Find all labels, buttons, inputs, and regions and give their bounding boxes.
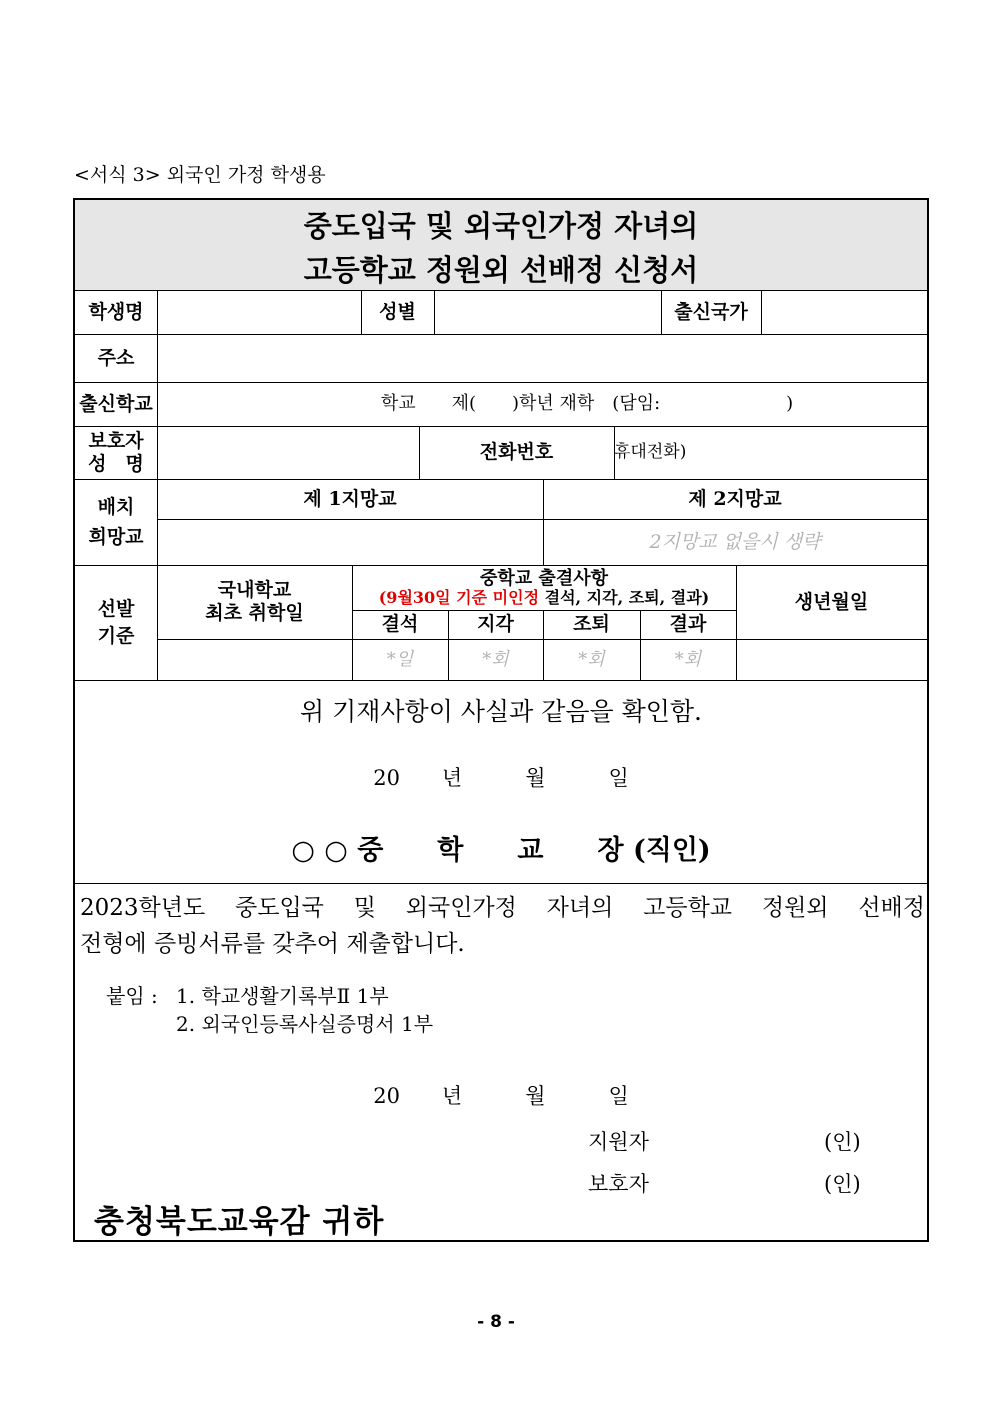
title-line-2: 고등학교 정원외 선배정 신청서 xyxy=(303,253,699,287)
first-school-line1: 국내학교 xyxy=(217,579,292,602)
applicant-label: 지원자 xyxy=(588,1130,649,1154)
criteria-label-line2: 기준 xyxy=(97,624,135,647)
attendance-note-red: (9월30일 기준 미인정 xyxy=(378,587,540,607)
first-choice-field[interactable] xyxy=(157,519,543,565)
attachment-2: 2. 외국인등록사실증명서 1부 xyxy=(176,1012,434,1036)
second-choice-hint[interactable]: 2지망교 없을시 생략 xyxy=(649,530,821,553)
first-school-date-field[interactable] xyxy=(157,639,352,680)
confirm-date: 20 년 월 일 xyxy=(373,766,629,791)
page-number: - 8 - xyxy=(477,1312,515,1332)
attendance-header xyxy=(352,565,736,610)
absence-field[interactable]: *일 xyxy=(386,648,414,670)
student-name-field[interactable] xyxy=(157,291,361,334)
applicant-seal[interactable]: (인) xyxy=(824,1130,861,1154)
guardian-label-line1: 보호자 xyxy=(88,429,144,452)
application-date: 20 년 월 일 xyxy=(373,1084,629,1109)
country-field[interactable] xyxy=(761,291,927,334)
address-label: 주소 xyxy=(97,346,135,369)
missed-class-field[interactable]: *회 xyxy=(674,648,702,670)
first-school-date-label xyxy=(157,565,352,639)
first-school-line2: 최초 취학일 xyxy=(205,602,304,624)
tardy-label: 지각 xyxy=(477,613,514,636)
birth-date-label: 생년월일 xyxy=(794,590,869,613)
attendance-note xyxy=(379,589,710,607)
student-name-label: 학생명 xyxy=(88,301,144,324)
attachment-1: 1. 학교생활기록부Ⅱ 1부 xyxy=(176,984,389,1008)
first-choice-label: 제 1지망교 xyxy=(303,487,397,510)
school-field[interactable]: 학교 제( )학년 재학 (담임: ) xyxy=(380,393,794,415)
application-body-line1: 2023학년도 중도입국 및 외국인가정 자녀의 고등학교 정원외 선배정 xyxy=(80,895,925,921)
second-choice-label: 제 2지망교 xyxy=(688,487,782,510)
attendance-title: 중학교 출결사항 xyxy=(480,567,608,589)
country-label: 출신국가 xyxy=(674,301,748,324)
guardian-label-line2: 성 명 xyxy=(88,452,144,475)
guardian-name-field[interactable] xyxy=(157,426,419,479)
selection-criteria-label xyxy=(75,565,157,680)
phone-label: 전화번호 xyxy=(479,441,554,464)
principal-signature: ○ ○ 중 학 교 장 (직인) xyxy=(291,834,711,866)
guardian-seal[interactable]: (인) xyxy=(824,1172,861,1196)
attendance-note-rest: 결석, 지각, 조퇴, 결과) xyxy=(539,587,710,607)
birth-date-field[interactable] xyxy=(736,639,927,680)
addressee: 충청북도교육감 귀하 xyxy=(94,1204,385,1240)
form-title xyxy=(75,200,927,291)
school-label: 출신학교 xyxy=(79,392,153,415)
title-line-1: 중도입국 및 외국인가정 자녀의 xyxy=(303,209,699,243)
pref-label-line1: 배치 xyxy=(97,495,135,518)
address-field[interactable] xyxy=(157,334,927,382)
attachment-label: 붙임 : xyxy=(106,984,158,1008)
missed-class-label: 결과 xyxy=(669,613,707,636)
early-leave-label: 조퇴 xyxy=(573,613,610,636)
preferred-school-label xyxy=(75,479,157,565)
gender-field[interactable] xyxy=(434,291,661,334)
early-leave-field[interactable]: *회 xyxy=(578,648,605,670)
guardian-sign-label: 보호자 xyxy=(588,1172,649,1196)
absence-label: 결석 xyxy=(381,613,419,636)
gender-label: 성별 xyxy=(379,301,416,324)
confirm-statement: 위 기재사항이 사실과 같음을 확인함. xyxy=(300,697,702,726)
guardian-name-label xyxy=(75,426,157,479)
phone-field[interactable]: 휴대전화) xyxy=(614,442,687,463)
criteria-label-line1: 선발 xyxy=(97,597,135,620)
tardy-field[interactable]: *회 xyxy=(482,648,509,670)
form-label: <서식 3> 외국인 가정 학생용 xyxy=(74,164,326,186)
pref-label-line2: 희망교 xyxy=(88,526,144,548)
application-body-line2: 전형에 증빙서류를 갖추어 제출합니다. xyxy=(80,931,465,957)
